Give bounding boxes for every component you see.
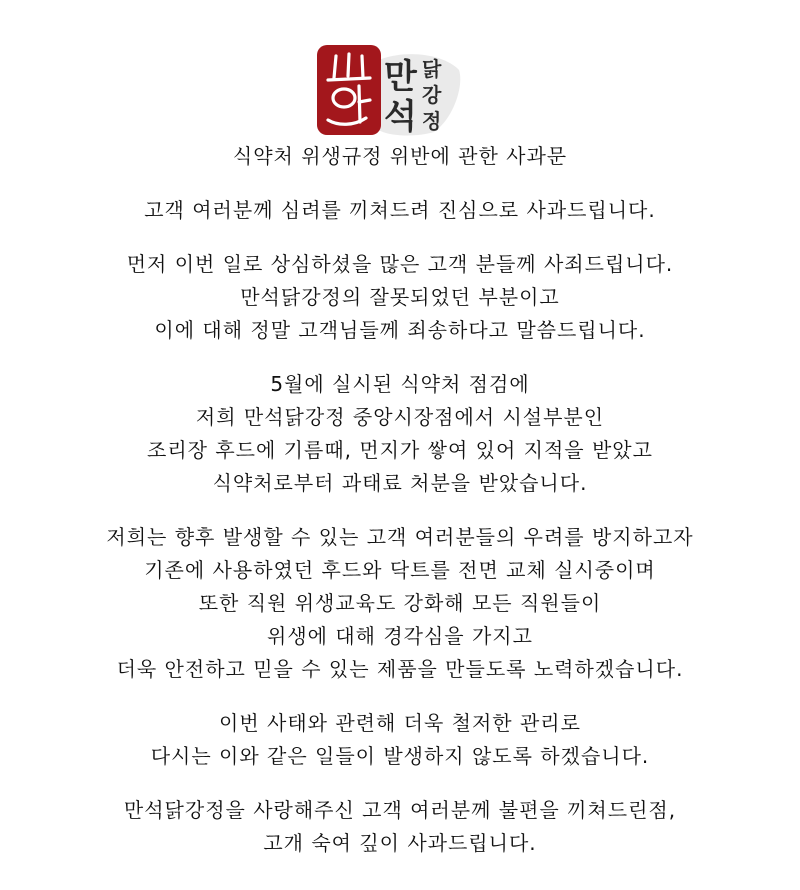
text-line: 조리장 후드에 기름때, 먼지가 쌓여 있어 지적을 받았고 <box>147 438 653 462</box>
paragraph <box>0 794 800 860</box>
paragraph <box>0 194 800 227</box>
text-line: 고객 여러분께 심려를 끼쳐드려 진심으로 사과드립니다. <box>144 198 656 222</box>
svg-text:만: 만 <box>384 57 417 97</box>
brand-lettering <box>384 57 442 137</box>
paragraph-spacer <box>0 347 800 368</box>
text-line: 만석닭강정의 잘못되었던 부분이고 <box>240 285 560 309</box>
text-line: 저희는 향후 발생할 수 있는 고객 여러분들의 우려를 방지하고자 <box>106 525 694 549</box>
svg-text:석: 석 <box>384 97 417 137</box>
text-line: 다시는 이와 같은 일들이 발생하지 않도록 하겠습니다. <box>150 744 650 768</box>
paragraph <box>0 248 800 347</box>
svg-text:정: 정 <box>422 109 442 133</box>
text-line: 5월에 실시된 식약처 점검에 <box>270 372 530 396</box>
paragraph <box>0 707 800 773</box>
paragraph-spacer <box>0 686 800 707</box>
text-line: 이에 대해 정말 고객님들께 죄송하다고 말씀드립니다. <box>154 318 646 342</box>
paragraph-spacer <box>0 173 800 194</box>
text-line: 식약처로부터 과태료 처분을 받았습니다. <box>212 471 588 495</box>
text-line: 고개 숙여 깊이 사과드립니다. <box>263 831 537 855</box>
paragraph-spacer <box>0 227 800 248</box>
text-line: 기존에 사용하였던 후드와 닥트를 전면 교체 실시중이며 <box>144 558 656 582</box>
text-line: 저희 만석닭강정 중앙시장점에서 시설부분인 <box>195 405 605 429</box>
text-line: 더욱 안전하고 믿을 수 있는 제품을 만들도록 노력하겠습니다. <box>116 657 684 681</box>
svg-text:강: 강 <box>422 83 442 107</box>
paragraph-spacer <box>0 773 800 794</box>
notice-title: 식약처 위생규정 위반에 관한 사과문 <box>232 144 568 168</box>
brand-logo <box>314 40 464 140</box>
svg-text:닭: 닭 <box>422 57 442 81</box>
text-line: 위생에 대해 경각심을 가지고 <box>267 624 533 648</box>
text-line: 만석닭강정을 사랑해주신 고객 여러분께 불편을 끼쳐드린점, <box>123 798 677 822</box>
text-line: 또한 직원 위생교육도 강화해 모든 직원들이 <box>198 591 602 615</box>
paragraph <box>0 521 800 686</box>
text-line: 이번 사태와 관련해 더욱 철저한 관리로 <box>219 711 581 735</box>
paragraph <box>0 368 800 500</box>
logo-graphic <box>314 40 464 140</box>
notice-body <box>0 173 800 860</box>
text-line: 먼저 이번 일로 상심하셨을 많은 고객 분들께 사죄드립니다. <box>126 252 674 276</box>
apology-notice <box>0 140 800 860</box>
paragraph-spacer <box>0 500 800 521</box>
